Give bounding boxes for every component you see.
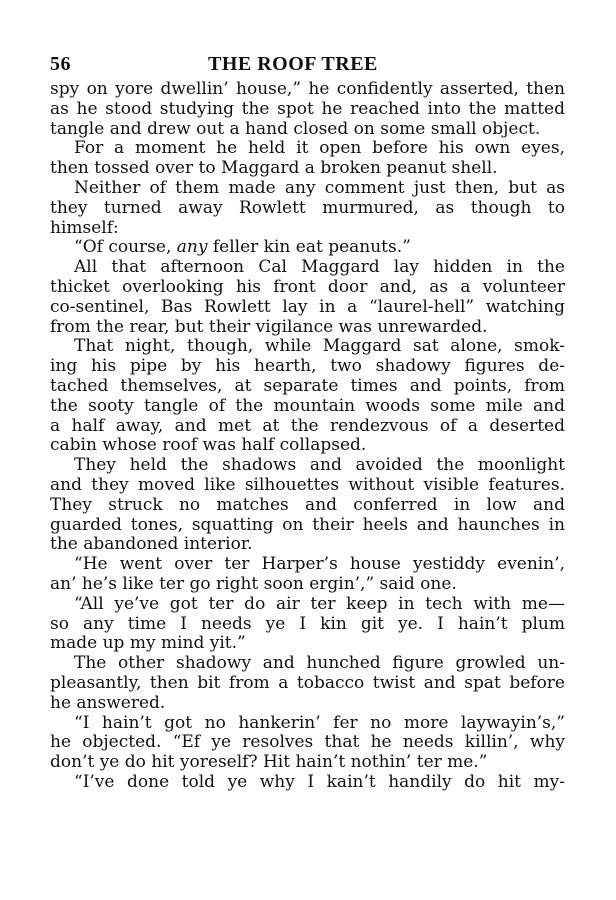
text-line: the abandoned interior.: [50, 534, 253, 555]
text-line: “I hain’t got no hankerin’ fer no more laywayin’s,”: [74, 712, 565, 733]
text-line: They struck no matches and conferred in low and: [50, 494, 565, 515]
text-line: as he stood studying the spot he reached into the matted: [50, 98, 565, 119]
page-number: 56: [50, 53, 71, 75]
text-line: don’t ye do hit yoreself? Hit hain’t nothin’ ter me.”: [50, 752, 488, 773]
text-line: Neither of them made any comment just then, but as: [74, 177, 565, 198]
text-line: a half away, and met at the rendezvous of a deserted: [50, 415, 565, 436]
text-line: tached themselves, at separate times and points, from: [50, 375, 565, 396]
text-line: he objected. “Ef ye resolves that he needs killin’, why: [50, 732, 565, 753]
text-line: an’ he’s like ter go right soon ergin’,” said one.: [50, 573, 457, 594]
text-line: from the rear, but their vigilance was unrewarded.: [50, 316, 488, 337]
text-line: and they moved like silhouettes without visible features.: [50, 474, 565, 495]
text-line: then tossed over to Maggard a broken peanut shell.: [50, 158, 498, 179]
page-header: [50, 50, 565, 80]
text-segment: feller kin eat peanuts.”: [207, 237, 411, 258]
text-segment: “Of course,: [74, 237, 177, 258]
text-line: co-sentinel, Bas Rowlett lay in a “laurel-hell” watching: [50, 296, 565, 317]
text-line: [50, 238, 565, 258]
text-line: “All ye’ve got ter do air ter keep in tech with me—: [74, 593, 565, 614]
book-page: [50, 50, 565, 793]
text-line: made up my mind yit.”: [50, 633, 246, 654]
text-line: thicket overlooking his front door and, as a volunteer: [50, 276, 565, 297]
text-line: ing his pipe by his hearth, two shadowy figures de-: [50, 356, 565, 377]
body-text: [50, 80, 565, 793]
text-line: “He went over ter Harper’s house yestiddy evenin’,: [74, 554, 565, 575]
text-line: For a moment he held it open before his own eyes,: [74, 138, 565, 159]
text-line: That night, though, while Maggard sat alone, smok-: [74, 336, 565, 357]
text-line: so any time I needs ye I kin git ye. I hain’t plum: [50, 613, 565, 634]
text-line: guarded tones, squatting on their heels and haunches in: [50, 514, 565, 535]
text-line: “I’ve done told ye why I kain’t handily do hit my-: [74, 771, 565, 792]
text-line: All that afternoon Cal Maggard lay hidden in the: [74, 257, 565, 278]
text-line: the sooty tangle of the mountain woods some mile and: [50, 395, 565, 416]
text-line: cabin whose roof was half collapsed.: [50, 435, 367, 456]
text-line: They held the shadows and avoided the moonlight: [74, 455, 565, 476]
text-line: The other shadowy and hunched figure growled un-: [74, 653, 565, 674]
text-line: he answered.: [50, 692, 166, 713]
running-head-title: THE ROOF TREE: [208, 53, 378, 75]
emphasized-word: any: [176, 237, 208, 258]
text-line: tangle and drew out a hand closed on some small object.: [50, 118, 541, 139]
text-line: spy on yore dwellin’ house,” he confidently asserted, then: [50, 79, 565, 99]
text-line: they turned away Rowlett murmured, as though to: [50, 197, 565, 218]
text-line: pleasantly, then bit from a tobacco twist and spat before: [50, 672, 565, 693]
text-line: himself:: [50, 217, 119, 238]
